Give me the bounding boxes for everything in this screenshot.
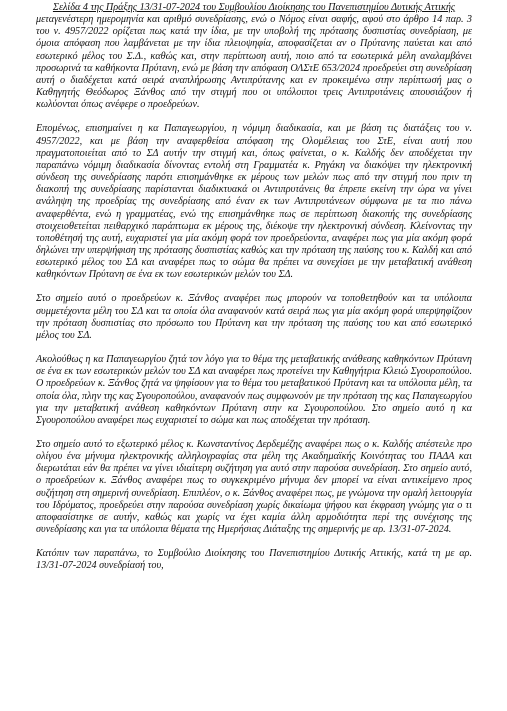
document-page — [36, 2, 472, 573]
paragraph-4: Ακολούθως η κα Παπαγεωργίου ζητά τον λόγο για το θέμα της μεταβατικής ανάθεσης καθηκόντων Πρύτανη σε ένα εκ των εσωτερικών μελών του ΣΔ και αναφέρει πως προτείνει την Καθηγήτρια Κλειώ Σγουροπούλου. Ο προεδρεύων κ. Ξάνθος ζητά να ψηφίσουν για το θέμα του μεταβατικού Πρύτανη και τα υπόλοιπα μέλη, τα οποία όλα, πλην της κας Σγουροπούλου, αναφανούν πως συμφωνούν με την πρόταση της κας Παπαγεωργίου για την μεταβατική ανάθεση καθηκόντων Πρύτανη στην κα Σγουροπούλου. Στο σημείο αυτό η κα Σγουροπούλου αναφέρει πως ευχαριστεί το σώμα και πως αποδέχεται την πρόταση. — [36, 354, 472, 426]
paragraph-gap — [36, 111, 472, 123]
paragraph-gap — [36, 427, 472, 439]
paragraph-5: Στο σημείο αυτό το εξωτερικό μέλος κ. Κωνσταντίνος Δερδεμέζης αναφέρει πως ο κ. Καλδής απέστειλε προ ολίγου ένα μήνυμα ηλεκτρονικής αλληλογραφίας στα μέλη της Ακαδημαϊκής Κοινότητας του ΠΑΔΑ και διερωτάται εάν θα πρέπει να γίνει ιδιαίτερη συζήτηση για αυτό στην παρούσα συνεδρίαση. Στο σημείο αυτό, ο προεδρεύων κ. Ξάνθος αναφέρει πως το συγκεκριμένο μήνυμα δεν μπορεί να είναι αντικείμενο προς συζήτηση στη σημερινή συνεδρίαση. Επιπλέον, ο κ. Ξάνθος αναφέρει πως, με γνώμονα την ομαλή λειτουργία του Ιδρύματος, προεδρεύει στην παρούσα συνεδρίαση χωρίς δικαίωμα ψήφου και έκφραση γνώμης για ο τι αποφασίστηκε σε αυτήν, καθώς και χωρίς να έχει καμία άλλη αρμοδιότητα περί της συνέχισης της συνεδρίασης και για τα υπόλοιπα θέματα της Ημερήσιας Διάταξης της σημερινής με αρ. 13/31-07-2024. — [36, 439, 472, 536]
paragraph-3: Στο σημείο αυτό ο προεδρεύων κ. Ξάνθος αναφέρει πως μπορούν να τοποθετηθούν και τα υπόλοιπα συμμετέχοντα μέλη του ΣΔ και τα οποία όλα αναφανούν κατά σειρά πως για μία ακόμη φορά υπερψηφίζουν την πρόταση δυσπιστίας στο πρόσωπο του Πρύτανη και την πρόταση της παύσης του και από εσωτερικό μέλος του ΣΔ. — [36, 293, 472, 341]
paragraph-gap — [36, 281, 472, 293]
page-header: Σελίδα 4 της Πράξης 13/31-07-2024 του Συμβουλίου Διοίκησης του Πανεπιστημίου Δυτικής Αττικής — [52, 2, 456, 13]
paragraph-6: Κατόπιν των παραπάνω, το Συμβούλιο Διοίκησης του Πανεπιστημίου Δυτικής Αττικής, κατά τη με αρ. 13/31-07-2024 συνεδρίασή του, — [36, 548, 472, 572]
paragraph-2: Επομένως, επισημαίνει η κα Παπαγεωργίου, η νόμιμη διαδικασία, και με βάση τις διατάξεις του ν. 4957/2022, και με βάση την αναφερθείσα απόφαση της Ολομέλειας του ΣτΕ, είναι αυτή που πραγματοποιείται από το ΣΔ αυτήν την στιγμή και, όπως φαίνεται, ο κ. Καλδής δεν αποδέχεται την παραπάνω νόμιμη διαδικασία δίνοντας εντολή στη Γραμματέα κ. Ρηγάκη να διακόψει την ηλεκτρονική σύνδεση της συνεδρίασης παρότι επισημάνθηκε εκ μέρους των μελών πως από την στιγμή που πριν τη διακοπή της συνεδρίασης παρίστανται διαδικτυακά οι Αντιπρυτάνεις θα έπρεπε εκείνη την ώρα να γίνει ανάληψη της προεδρίας της συνεδρίασης από έναν εκ των Αντιπρυτάνεων σύμφωνα με τα πιο πάνω αναφερθέντα, ενώ η γραμματέας, ενώ της επισημάνθηκε πως σε περίπτωση διακοπής της συνεδρίασης στοιχειοθετείται πειθαρχικό παράπτωμα εκ μέρους της, διέκοψε την ηλεκτρονική σύνδεση. Κλείνοντας την τοποθέτησή της αυτή, ευχαριστεί για μία ακόμη φορά τον προεδρεύοντα, αναφέρει πως για μία ακόμη φορά δηλώνει την υπερψήφιση της πρότασης δυσπιστίας καθώς και την πρόταση της παύσης του κ. Καλδή και από εσωτερικό μέλος του ΣΔ και αναφέρει πως το σώμα θα πρέπει να συνεχίσει με την μεταβατική ανάθεση καθηκόντων Πρύτανη σε ένα εκ των εσωτερικών μελών του ΣΔ. — [36, 123, 472, 281]
paragraph-gap — [36, 536, 472, 548]
paragraph-gap — [36, 342, 472, 354]
paragraph-1: μεταγενέστερη ημερομηνία και αριθμό συνεδρίασης, ενώ ο Νόμος είναι σαφής, αφού στο άρθρο 14 παρ. 3 του ν. 4957/2022 ορίζεται πως κατά την ίδια, με την υποβολή της πρότασης δυσπιστίας συνεδρίαση, με όμοια απόφαση που λαμβάνεται με την ίδια πλειοψηφία, αποφασίζεται αν ο Πρύτανης παύεται και από εσωτερικό μέλος του Σ.Δ., καθώς και, στην περίπτωση αυτή, ποιο από τα εσωτερικά μέλη αναλαμβάνει προσωρινά τα καθήκοντα Πρύτανη, ενώ με βάση την απόφαση ΟΛΣτΕ 653/2024 προεδρεύει στη συνεδρίαση αυτή ο διαδέχεται κατά σειρά αναπλήρωσης Αντιπρύτανης και εν προκειμένω στην περίπτωσή μας ο Καθηγητής Θεόδωρος Ξάνθος από την στιγμή που οι υπόλοιποι τρεις Αντιπρυτάνεις απουσιάζουν ή κωλύονται όπως ανέφερε ο προεδρεύων. — [36, 14, 472, 111]
